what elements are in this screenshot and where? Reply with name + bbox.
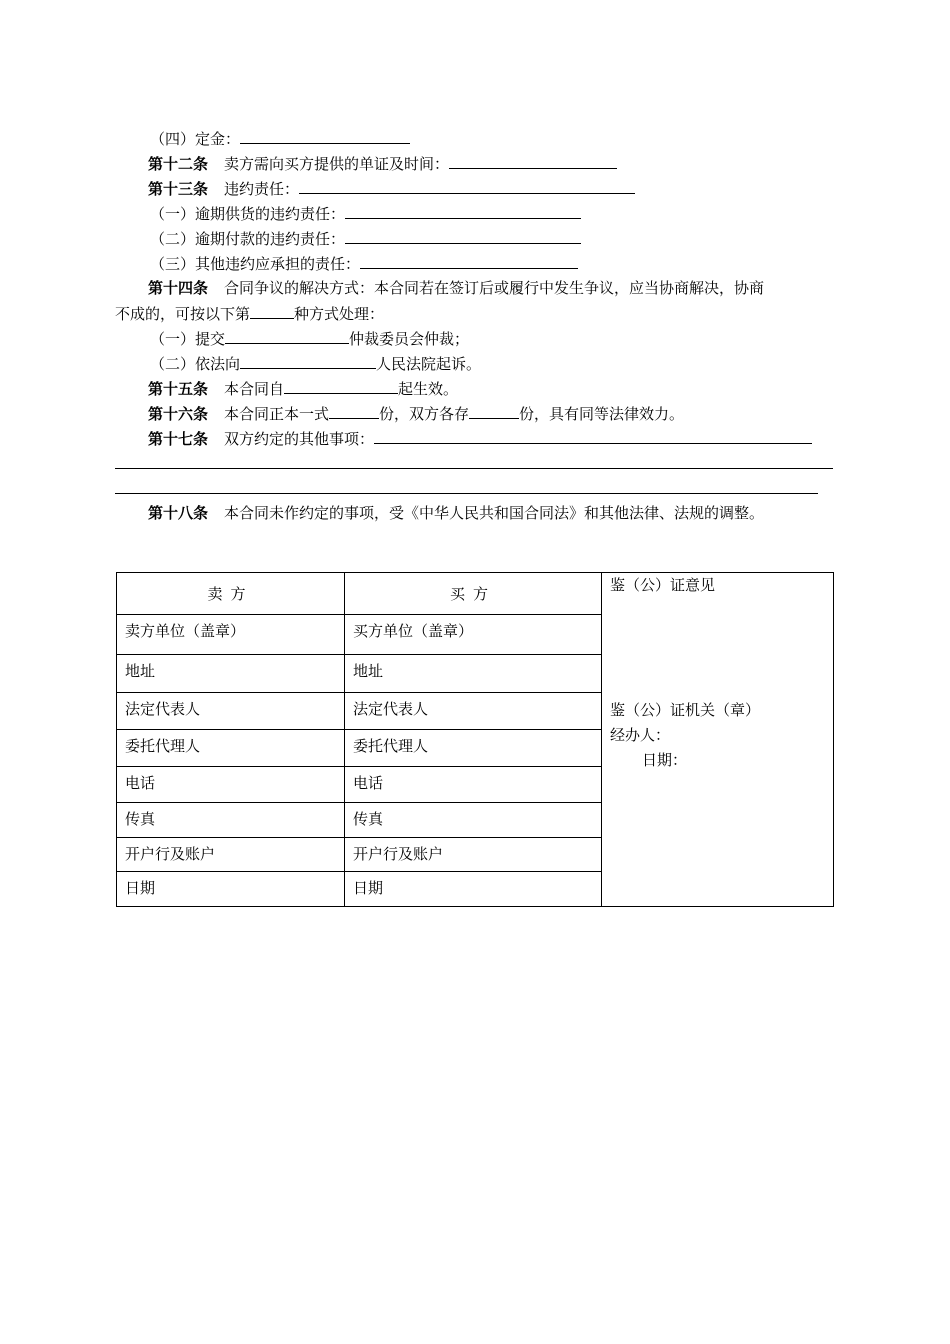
clause-16-mid: 份，双方各存 (379, 405, 470, 423)
clause-13-blank[interactable] (299, 178, 635, 194)
clause-12-text: 卖方需向买方提供的单证及时间： (224, 155, 450, 173)
clause-13 (148, 178, 635, 198)
buyer-header: 买方 (345, 573, 602, 615)
buyer-bank-cell[interactable]: 开户行及账户 (345, 838, 602, 872)
clause-14-option-1-post: 仲裁委员会仲裁； (349, 330, 470, 348)
clause-13-item-2-label: （二）逾期付款的违约责任： (150, 230, 346, 248)
buyer-agent-cell[interactable]: 委托代理人 (345, 730, 602, 767)
effective-date-blank[interactable] (284, 378, 398, 394)
clause-14-text: 合同争议的解决方式：本合同若在签订后或履行中发生争议，应当协商解决，协商 (224, 279, 765, 297)
buyer-unit-cell[interactable]: 买方单位（盖章） (345, 615, 602, 655)
clause-13-item-2 (150, 228, 581, 248)
clause-13-item-1 (150, 203, 581, 223)
copies-total-blank[interactable] (329, 403, 379, 419)
clause-18-number: 第十八条 (148, 504, 209, 522)
clause-17-blank-line-3[interactable] (115, 493, 818, 494)
clause-15-post: 起生效。 (398, 380, 459, 398)
clause-14-method-blank[interactable] (250, 303, 294, 319)
notary-opinion-title: 鉴（公）证意见 (610, 576, 716, 594)
seller-header: 卖方 (117, 573, 345, 615)
buyer-fax-cell[interactable]: 传真 (345, 803, 602, 838)
clause-14-option-2 (150, 353, 481, 373)
clause-15 (148, 378, 458, 398)
seller-address-cell[interactable]: 地址 (117, 655, 345, 693)
buyer-phone-cell[interactable]: 电话 (345, 767, 602, 803)
court-blank[interactable] (240, 353, 376, 369)
clause-17 (148, 428, 812, 448)
deposit-blank[interactable] (240, 128, 410, 144)
clause-16-pre: 本合同正本一式 (224, 405, 330, 423)
buyer-date-cell[interactable]: 日期 (345, 872, 602, 907)
clause-14-number: 第十四条 (148, 279, 209, 297)
clause-14-option-2-post: 人民法院起诉。 (376, 355, 482, 373)
clause-14 (148, 278, 764, 298)
clause-13-item-1-label: （一）逾期供货的违约责任： (150, 205, 346, 223)
clause-14-option-1 (150, 328, 469, 348)
buyer-legal-rep-cell[interactable]: 法定代表人 (345, 693, 602, 730)
clause-16-post: 份，具有同等法律效力。 (519, 405, 685, 423)
clause-17-text: 双方约定的其他事项： (224, 430, 375, 448)
clause-14-option-1-pre: （一）提交 (150, 330, 226, 348)
buyer-address-cell[interactable]: 地址 (345, 655, 602, 693)
seller-bank-cell[interactable]: 开户行及账户 (117, 838, 345, 872)
seller-legal-rep-cell[interactable]: 法定代表人 (117, 693, 345, 730)
deposit-label: （四）定金： (150, 130, 241, 148)
notary-handler: 经办人： (610, 726, 671, 744)
clause-14-line-2-pre: 不成的，可按以下第 (115, 305, 251, 323)
seller-fax-cell[interactable]: 传真 (117, 803, 345, 838)
clause-13-item-3-blank[interactable] (360, 253, 578, 269)
clause-14-option-2-pre: （二）依法向 (150, 355, 241, 373)
seller-unit-cell[interactable]: 卖方单位（盖章） (117, 615, 345, 655)
seller-agent-cell[interactable]: 委托代理人 (117, 730, 345, 767)
clause-15-number: 第十五条 (148, 380, 209, 398)
signature-table (116, 572, 834, 907)
clause-16 (148, 403, 684, 423)
clause-17-blank[interactable] (374, 428, 812, 444)
clause-14-line-2 (115, 303, 384, 323)
clause-13-number: 第十三条 (148, 180, 209, 198)
clause-14-line-2-post: 种方式处理： (294, 305, 385, 323)
notary-office: 鉴（公）证机关（章） (610, 701, 761, 719)
clause-15-pre: 本合同自 (224, 380, 285, 398)
clause-13-item-3-label: （三）其他违约应承担的责任： (150, 255, 361, 273)
arbitration-blank[interactable] (225, 328, 349, 344)
clause-12-blank[interactable] (449, 153, 617, 169)
clause-17-blank-line-2[interactable] (115, 468, 833, 469)
notary-cell (602, 573, 834, 907)
clause-16-number: 第十六条 (148, 405, 209, 423)
clause-18 (148, 503, 764, 523)
clause-13-item-3 (150, 253, 578, 273)
seller-date-cell[interactable]: 日期 (117, 872, 345, 907)
clause-12-number: 第十二条 (148, 155, 209, 173)
clause-18-text: 本合同未作约定的事项，受《中华人民共和国合同法》和其他法律、法规的调整。 (224, 504, 765, 522)
clause-13-text: 违约责任： (224, 180, 300, 198)
clause-17-number: 第十七条 (148, 430, 209, 448)
notary-date: 日期： (642, 751, 688, 769)
clause-13-item-1-blank[interactable] (345, 203, 581, 219)
table-header-row (117, 573, 834, 615)
clause-12 (148, 153, 617, 173)
seller-phone-cell[interactable]: 电话 (117, 767, 345, 803)
clause-13-item-2-blank[interactable] (345, 228, 581, 244)
copies-each-blank[interactable] (469, 403, 519, 419)
deposit-line (150, 128, 410, 148)
